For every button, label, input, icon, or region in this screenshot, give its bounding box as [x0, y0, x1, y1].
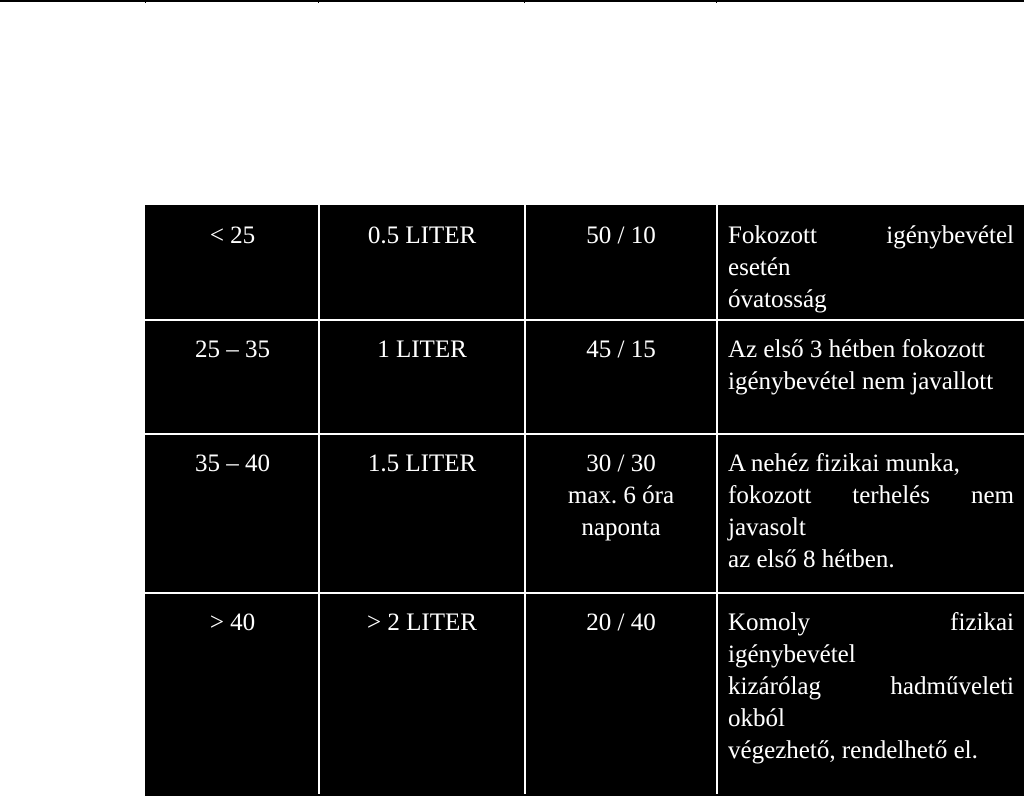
- cell-text: 1.5 LITER: [367, 450, 477, 477]
- temperature-cell: [146, 320, 319, 434]
- work-rest-cell: [525, 593, 717, 795]
- cell-text: 0.5 LITER: [367, 222, 477, 249]
- cell-text: A nehéz fizikai munka,: [728, 450, 960, 477]
- cell-text: fokozott terhelés nem javasolt: [728, 482, 1014, 541]
- table: [145, 205, 1024, 796]
- cell-text: 30 / 30: [586, 450, 656, 477]
- cell-text: óvatosság: [728, 286, 827, 313]
- cell-text: 20 / 40: [586, 609, 656, 636]
- cell-text: 1 LITER: [377, 336, 467, 363]
- temperature-cell: [146, 434, 319, 593]
- temperature-cell: [146, 206, 319, 320]
- top-tick: [524, 0, 525, 3]
- note-cell: [717, 593, 1024, 795]
- cell-text: max. 6 óra: [567, 482, 675, 509]
- note-cell: [717, 320, 1024, 434]
- cell-text: 45 / 15: [586, 336, 656, 363]
- cell-text: Az első 3 hétben fokozott: [728, 336, 985, 363]
- heat-work-table: [145, 205, 1024, 794]
- water-intake-cell: [319, 320, 525, 434]
- note-cell: [717, 206, 1024, 320]
- water-intake-cell: [319, 206, 525, 320]
- table-row: [146, 320, 1024, 434]
- water-intake-cell: [319, 434, 525, 593]
- work-rest-cell: [525, 434, 717, 593]
- cell-text: naponta: [581, 514, 661, 541]
- temperature-cell: [146, 593, 319, 795]
- cell-text: végezhető, rendelhető el.: [728, 737, 978, 764]
- cell-text: kizárólag hadműveleti okból: [728, 673, 1014, 732]
- cell-text: < 25: [209, 222, 256, 249]
- cell-text: igénybevétel nem javallott: [728, 368, 994, 395]
- water-intake-cell: [319, 593, 525, 795]
- top-tick: [716, 0, 717, 3]
- cell-text: > 2 LITER: [367, 609, 477, 636]
- work-rest-cell: [525, 206, 717, 320]
- cell-text: 35 – 40: [195, 450, 270, 477]
- cell-text: 25 – 35: [195, 336, 270, 363]
- note-cell: [717, 434, 1024, 593]
- table-row: [146, 206, 1024, 320]
- cell-text: > 40: [209, 609, 256, 636]
- work-rest-cell: [525, 320, 717, 434]
- cell-text: 50 / 10: [586, 222, 656, 249]
- top-tick: [318, 0, 319, 3]
- top-rule: [0, 0, 1024, 2]
- top-tick: [145, 0, 146, 3]
- table-row: [146, 593, 1024, 795]
- table-row: [146, 434, 1024, 593]
- cell-text: Fokozott igénybevétel esetén: [728, 222, 1014, 281]
- cell-text: az első 8 hétben.: [728, 546, 895, 573]
- cell-text: Komoly fizikai igénybevétel: [728, 609, 1014, 668]
